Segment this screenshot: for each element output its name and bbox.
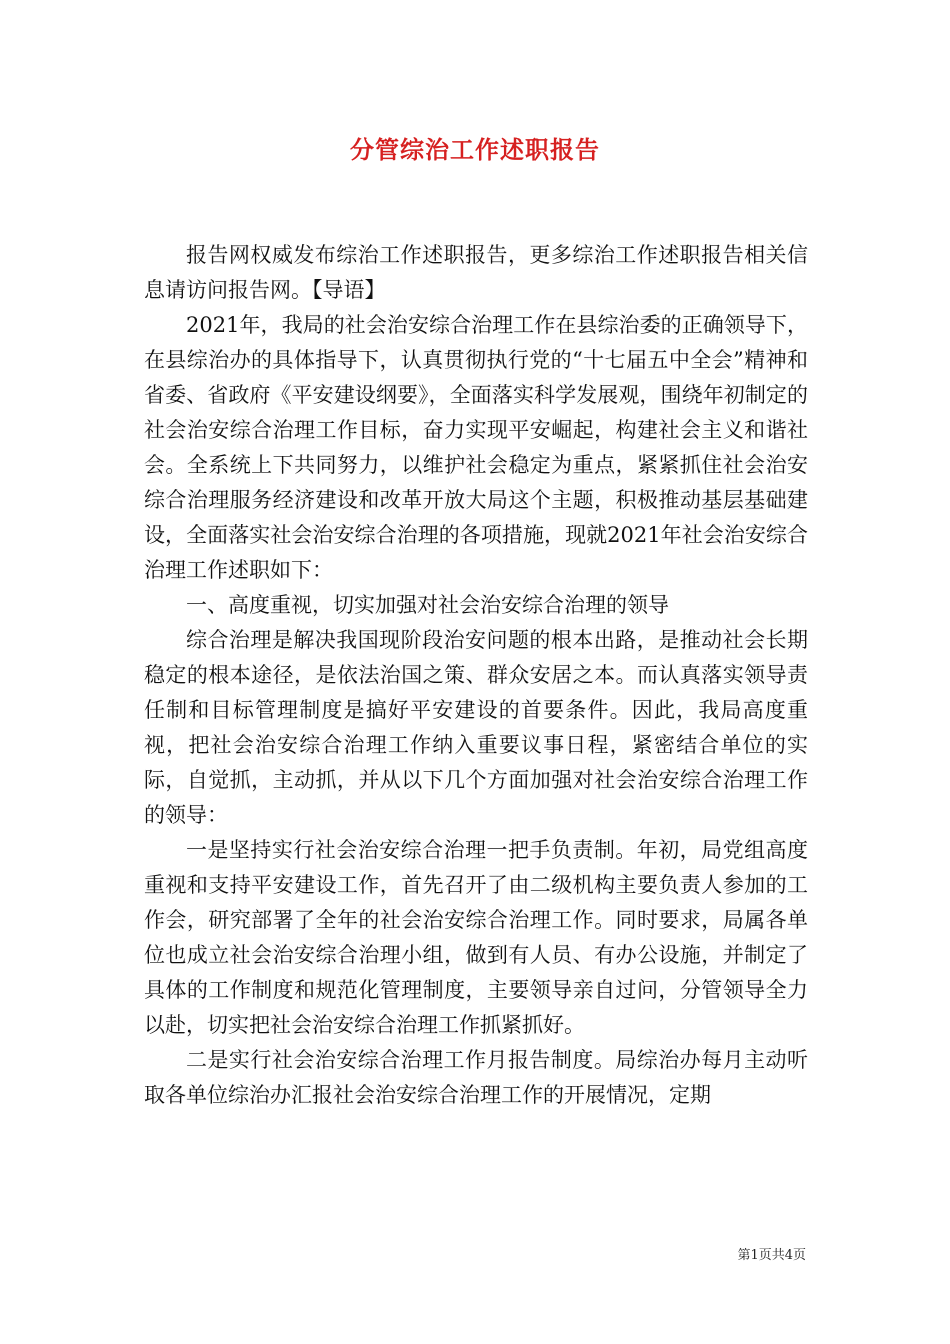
document-title: 分管综治工作述职报告 [350, 135, 600, 164]
paragraph-overview: 2021年，我局的社会治安综合治理工作在县综治委的正确领导下，在县综治办的具体指导下，认真贯彻执行党的“十七届五中全会”精神和省委、省政府《平安建设纲要》，全面落实科学发展观，围绕年初制定的社会治安综合治理工作目标，奋力实现平安崛起，构建社会主义和谐社会。全系统上下共同努力，以维护社会稳定为重点，紧紧抓住社会治安综合治理服务经济建设和改革开放大局这个主题，积极推动基层基础建设，全面落实社会治安综合治理的各项措施，现就2021年社会治安综合治理工作述职如下： [144, 313, 808, 582]
paragraph-point-two: 二是实行社会治安综合治理工作月报告制度。局综治办每月主动听取各单位综治办汇报社会治安综合治理工作的开展情况，定期 [144, 1048, 808, 1107]
document-body [144, 238, 808, 1113]
section-heading-one: 一、高度重视，切实加强对社会治安综合治理的领导 [186, 593, 669, 617]
paragraph-point-one: 一是坚持实行社会治安综合治理一把手负责制。年初，局党组高度重视和支持平安建设工作，首先召开了由二级机构主要负责人参加的工作会，研究部署了全年的社会治安综合治理工作。同时要求，局属各单位也成立社会治安综合治理小组，做到有人员、有办公设施，并制定了具体的工作制度和规范化管理制度，主要领导亲自过问，分管领导全力以赴，切实把社会治安综合治理工作抓紧抓好。 [144, 838, 808, 1037]
page-number: 第1页共4页 [737, 1248, 806, 1263]
paragraph-comprehensive-governance: 综合治理是解决我国现阶段治安问题的根本出路，是推动社会长期稳定的根本途径，是依法治国之策、群众安居之本。而认真落实领导责任制和目标管理制度是搞好平安建设的首要条件。因此，我局高度重视，把社会治安综合治理工作纳入重要议事日程，紧密结合单位的实际，自觉抓，主动抓，并从以下几个方面加强对社会治安综合治理工作的领导： [144, 628, 808, 827]
paragraph-intro: 报告网权威发布综治工作述职报告，更多综治工作述职报告相关信息请访问报告网。【导语】 [144, 243, 808, 302]
